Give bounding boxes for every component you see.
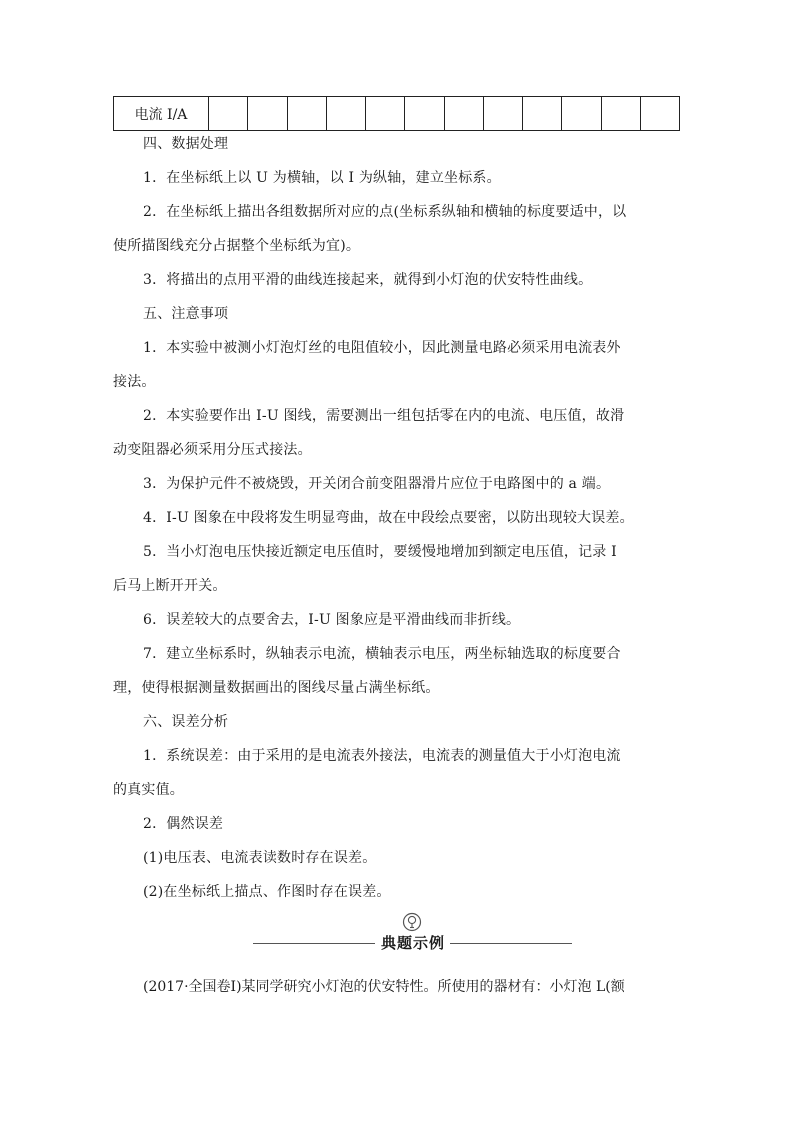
banner-rule-left (253, 943, 375, 944)
paragraph-line: 2．偶然误差 (143, 816, 224, 832)
table-cell (366, 97, 405, 131)
section-title: 五、注意事项 (143, 306, 229, 322)
paragraph-line: 2．在坐标纸上描出各组数据所对应的点(坐标系纵轴和横轴的标度要适中，以 (143, 204, 627, 220)
body-text (113, 127, 680, 909)
paragraph-line: 6．误差较大的点要舍去，I-U 图象应是平滑曲线而非折线。 (143, 612, 521, 628)
table-cell (326, 97, 365, 131)
table-cell (562, 97, 601, 131)
section-banner (240, 912, 580, 958)
table-cell (209, 97, 248, 131)
paragraph-line: 1．本实验中被测小灯泡灯丝的电阻值较小，因此测量电路必须采用电流表外 (143, 340, 621, 356)
section-title: 六、误差分析 (143, 714, 229, 730)
table-cell (523, 97, 562, 131)
banner-rule-right (450, 943, 572, 944)
paragraph-line: 2．本实验要作出 I-U 图线，需要测出一组包括零在内的电流、电压值，故滑 (143, 408, 625, 424)
paragraph-line: (1)电压表、电流表读数时存在误差。 (143, 850, 377, 866)
paragraph-line: (2017·全国卷Ⅰ)某同学研究小灯泡的伏安特性。所使用的器材有：小灯泡 L(额 (143, 979, 625, 995)
table-cell (444, 97, 483, 131)
table-cell (640, 97, 679, 131)
paragraph-line: 的真实值。 (113, 782, 184, 798)
table-row (114, 97, 680, 131)
table-cell (601, 97, 640, 131)
paragraph-line: 动变阻器必须采用分压式接法。 (113, 442, 312, 458)
data-table (113, 96, 680, 131)
paragraph-line: (2)在坐标纸上描点、作图时存在误差。 (143, 884, 391, 900)
paragraph-line: 3．为保护元件不被烧毁，开关闭合前变阻器滑片应位于电路图中的 a 端。 (143, 476, 611, 492)
table-row-label: 电流 I/A (114, 97, 209, 131)
section-title: 四、数据处理 (143, 136, 229, 152)
paragraph-line: 3．将描出的点用平滑的曲线连接起来，就得到小灯泡的伏安特性曲线。 (143, 272, 593, 288)
table-cell (287, 97, 326, 131)
table-cell (483, 97, 522, 131)
paragraph-line: 4．I-U 图象在中段将发生明显弯曲，故在中段绘点要密，以防出现较大误差。 (143, 510, 634, 526)
paragraph-line: 7．建立坐标系时，纵轴表示电流，横轴表示电压，两坐标轴选取的标度要合 (143, 646, 621, 662)
example-text (113, 973, 680, 1001)
paragraph-line: 5．当小灯泡电压快接近额定电压值时，要缓慢地增加到额定电压值，记录 I (143, 544, 617, 560)
paragraph-line: 1．在坐标纸上以 U 为横轴，以 I 为纵轴，建立坐标系。 (143, 170, 501, 186)
paragraph-line: 使所描图线充分占据整个坐标纸为宜)。 (113, 238, 361, 254)
table-cell (248, 97, 287, 131)
paragraph-line: 后马上断开开关。 (113, 578, 227, 594)
table-cell (405, 97, 444, 131)
banner-title: 典题示例 (380, 934, 445, 952)
lightbulb-icon (402, 912, 422, 932)
paragraph-line: 接法。 (113, 374, 156, 390)
paragraph-line: 理，使得根据测量数据画出的图线尽量占满坐标纸。 (113, 680, 440, 696)
paragraph-line: 1．系统误差：由于采用的是电流表外接法，电流表的测量值大于小灯泡电流 (143, 748, 621, 764)
